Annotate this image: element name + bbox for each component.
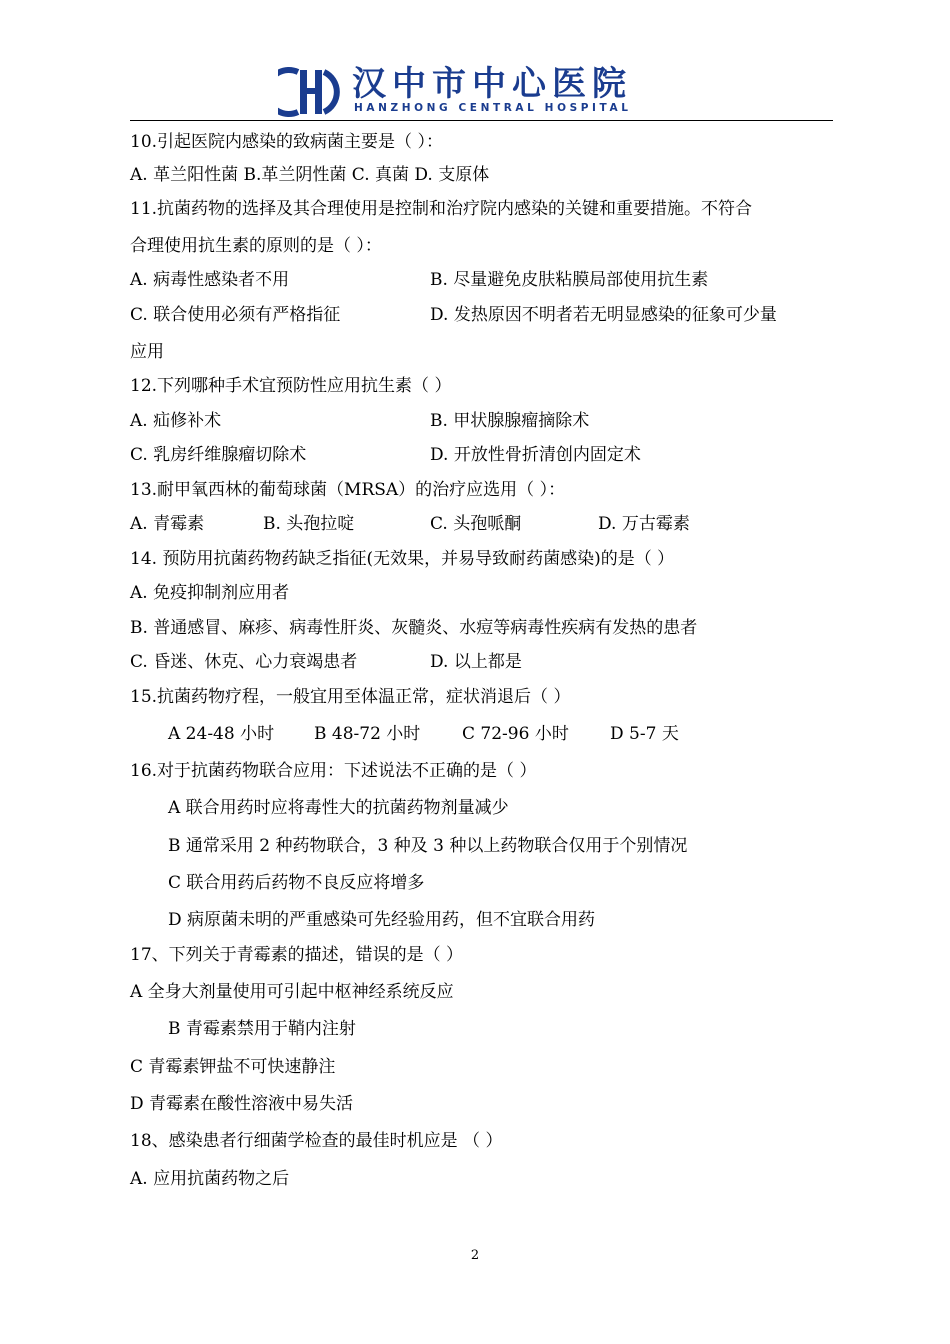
question-15-option-d: D 5-7 天 [610, 724, 679, 744]
question-12: 12.下列哪种手术宜预防性应用抗生素（ ） [130, 376, 452, 396]
question-11-cont: 合理使用抗生素的原则的是（ ）： [130, 236, 382, 256]
question-13-option-d: D. 万古霉素 [598, 514, 690, 534]
page-number: 2 [470, 1248, 480, 1263]
question-11-option-a: A. 病毒性感染者不用 [130, 270, 290, 290]
question-11-option-c: C. 联合使用必须有严格指征 [130, 305, 341, 325]
question-14-option-c: C. 昏迷、休克、心力衰竭患者 [130, 652, 358, 672]
question-13-option-a: A. 青霉素 [130, 514, 205, 534]
question-11-option-b: B. 尽量避免皮肤粘膜局部使用抗生素 [430, 270, 709, 290]
question-16-option-d: D 病原菌未明的严重感染可先经验用药，但不宜联合用药 [168, 910, 596, 930]
question-17: 17、下列关于青霉素的描述，错误的是（ ） [130, 945, 464, 965]
letterhead [130, 66, 833, 120]
question-16-option-c: C 联合用药后药物不良反应将增多 [168, 873, 425, 893]
question-12-option-b: B. 甲状腺腺瘤摘除术 [430, 411, 590, 431]
question-10-options: A. 革兰阳性菌 B.革兰阴性菌 C. 真菌 D. 支原体 [130, 165, 490, 185]
question-10: 10.引起医院内感染的致病菌主要是（ ）： [130, 132, 443, 152]
question-13-option-c: C. 头孢哌酮 [430, 514, 522, 534]
question-16-option-b: B 通常采用 2 种药物联合，3 种及 3 种以上药物联合仅用于个别情况 [168, 836, 688, 856]
question-16-option-a: A 联合用药时应将毒性大的抗菌药物剂量减少 [168, 798, 509, 818]
question-11-option-d: D. 发热原因不明者若无明显感染的征象可少量 [430, 305, 777, 325]
question-12-option-c: C. 乳房纤维腺瘤切除术 [130, 445, 307, 465]
question-15-option-b: B 48-72 小时 [314, 724, 421, 744]
question-18-option-a: A. 应用抗菌药物之后 [130, 1169, 290, 1189]
header-rule [130, 120, 833, 121]
question-17-option-b: B 青霉素禁用于鞘内注射 [168, 1019, 356, 1039]
question-14-option-a: A. 免疫抑制剂应用者 [130, 583, 290, 603]
question-13-option-b: B. 头孢拉啶 [263, 514, 355, 534]
question-12-option-d: D. 开放性骨折清创内固定术 [430, 445, 641, 465]
question-14: 14. 预防用抗菌药物药缺乏指征(无效果，并易导致耐药菌感染)的是（ ） [130, 549, 675, 569]
question-16: 16.对于抗菌药物联合应用：下述说法不正确的是（ ） [130, 761, 537, 781]
question-17-option-d: D 青霉素在酸性溶液中易失活 [130, 1094, 354, 1114]
question-15-option-c: C 72-96 小时 [462, 724, 569, 744]
hospital-name-en: HANZHONG CENTRAL HOSPITAL [354, 102, 632, 114]
question-11-option-d-cont: 应用 [130, 342, 164, 362]
question-18: 18、感染患者行细菌学检查的最佳时机应是 （ ） [130, 1131, 503, 1151]
question-14-option-d: D. 以上都是 [430, 652, 522, 672]
question-14-option-b: B. 普通感冒、麻疹、病毒性肝炎、灰髓炎、水痘等病毒性疾病有发热的患者 [130, 618, 698, 638]
question-17-option-c: C 青霉素钾盐不可快速静注 [130, 1057, 336, 1077]
hospital-logo-icon [278, 66, 344, 118]
hospital-name-cn: 汉中市中心医院 [352, 64, 632, 104]
question-12-option-a: A. 疝修补术 [130, 411, 222, 431]
question-15-option-a: A 24-48 小时 [168, 724, 275, 744]
question-13: 13.耐甲氧西林的葡萄球菌（MRSA）的治疗应选用（ ）： [130, 480, 566, 500]
question-11: 11.抗菌药物的选择及其合理使用是控制和治疗院内感染的关键和重要措施。不符合 [130, 199, 753, 219]
question-17-option-a: A 全身大剂量使用可引起中枢神经系统反应 [130, 982, 454, 1002]
question-15: 15.抗菌药物疗程，一般宜用至体温正常，症状消退后（ ） [130, 687, 571, 707]
